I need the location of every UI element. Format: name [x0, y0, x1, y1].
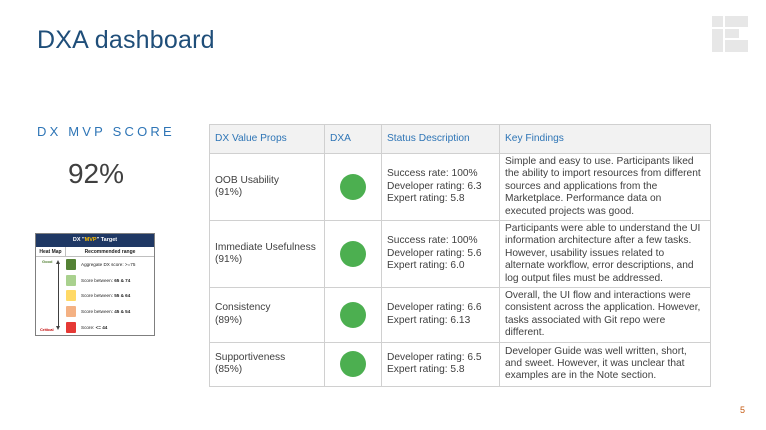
- value-prop-score: (91%): [215, 187, 243, 199]
- status-line: Success rate: 100%: [387, 168, 478, 180]
- legend-col-range: Recommended range: [84, 249, 136, 255]
- mvp-score-value: 92%: [67, 158, 125, 189]
- value-prop-score: (89%): [215, 314, 243, 326]
- value-prop-cell: [210, 221, 325, 288]
- value-prop-name: OOB Usability: [215, 174, 279, 186]
- status-indicator-icon: [340, 302, 366, 328]
- header-dxa: DXA: [325, 125, 382, 154]
- legend-swatch: [66, 259, 76, 270]
- status-line: Expert rating: 6.0: [387, 260, 465, 272]
- legend-row: [36, 304, 154, 320]
- legend-row-text: Score between: 45 & 54: [81, 309, 131, 315]
- dxa-status-cell: [325, 288, 382, 343]
- status-line: Developer rating: 6.5: [387, 351, 482, 363]
- legend-row: [36, 319, 154, 335]
- header-key-findings: Key Findings: [500, 125, 711, 154]
- legend-row-text: Aggregate DX score: >=75: [81, 262, 136, 268]
- table-row: [210, 288, 711, 343]
- value-prop-name: Supportiveness: [215, 351, 286, 363]
- status-indicator-icon: [340, 174, 366, 200]
- status-line: Success rate: 100%: [387, 235, 478, 247]
- key-findings-cell: Overall, the UI flow and interactions were consistent across the application. However, tasks associated with Git repo were different.: [500, 288, 711, 343]
- value-prop-score: (85%): [215, 364, 243, 376]
- status-line: Developer rating: 6.6: [387, 302, 482, 314]
- legend-good-label: Good: [42, 259, 53, 264]
- header-status-description: Status Description: [382, 125, 500, 154]
- status-description-cell: [382, 342, 500, 386]
- value-prop-cell: [210, 154, 325, 221]
- status-line: Developer rating: 6.3: [387, 180, 482, 192]
- legend-swatch: [66, 322, 76, 333]
- legend-row-text: Score between: 55 & 64: [81, 293, 131, 299]
- legend-body: [36, 257, 154, 335]
- legend-row: [36, 257, 154, 273]
- dx-value-props-table: [209, 124, 711, 387]
- mvp-target-legend: [35, 233, 155, 336]
- dxa-status-cell: [325, 221, 382, 288]
- company-logo-icon: [712, 16, 748, 52]
- key-findings-cell: Developer Guide was well written, short, and sweet. However, it was unclear that examples are in the Note section.: [500, 342, 711, 386]
- status-indicator-icon: [340, 351, 366, 377]
- legend-swatch: [66, 275, 76, 286]
- header-dx-value-props: DX Value Props: [210, 125, 325, 154]
- legend-row: [36, 288, 154, 304]
- legend-row-text: Score between: 65 & 74: [81, 277, 131, 283]
- table-header-row: [210, 125, 711, 154]
- dxa-status-cell: [325, 342, 382, 386]
- legend-title: DX "MVP" Target: [36, 234, 154, 247]
- mvp-score-heading: DX MVP SCORE: [37, 124, 175, 139]
- value-prop-score: (91%): [215, 254, 243, 266]
- legend-swatch: [66, 306, 76, 317]
- status-description-cell: [382, 154, 500, 221]
- table-row: [210, 221, 711, 288]
- legend-critical-label: Critical: [40, 327, 54, 332]
- key-findings-cell: Participants were able to understand the UI information architecture after a few tasks. However, usability issues related to alternate workflow, error descriptions, and log output files must be addressed.: [500, 221, 711, 288]
- status-line: Expert rating: 5.8: [387, 193, 465, 205]
- legend-row: [36, 273, 154, 289]
- legend-row-text: Score: <= 44: [81, 324, 108, 330]
- status-indicator-icon: [340, 241, 366, 267]
- value-prop-name: Consistency: [215, 302, 271, 314]
- key-findings-cell: Simple and easy to use. Participants liked the ability to import resources from different sources and applications from the Marketplace. Performance data on executed projects was good.: [500, 154, 711, 221]
- status-description-cell: [382, 288, 500, 343]
- value-prop-name: Immediate Usefulness: [215, 241, 316, 253]
- table-row: [210, 342, 711, 386]
- legend-swatch: [66, 290, 76, 301]
- status-line: Expert rating: 5.8: [387, 364, 465, 376]
- value-prop-cell: [210, 342, 325, 386]
- table-row: [210, 154, 711, 221]
- dxa-status-cell: [325, 154, 382, 221]
- slide-title: DXA dashboard: [37, 26, 215, 54]
- status-line: Expert rating: 6.13: [387, 314, 471, 326]
- legend-columns: [36, 247, 154, 257]
- value-prop-cell: [210, 288, 325, 343]
- legend-col-heat-map: Heat Map: [36, 247, 66, 256]
- page-number: 5: [740, 405, 746, 415]
- status-line: Developer rating: 5.6: [387, 247, 482, 259]
- status-description-cell: [382, 221, 500, 288]
